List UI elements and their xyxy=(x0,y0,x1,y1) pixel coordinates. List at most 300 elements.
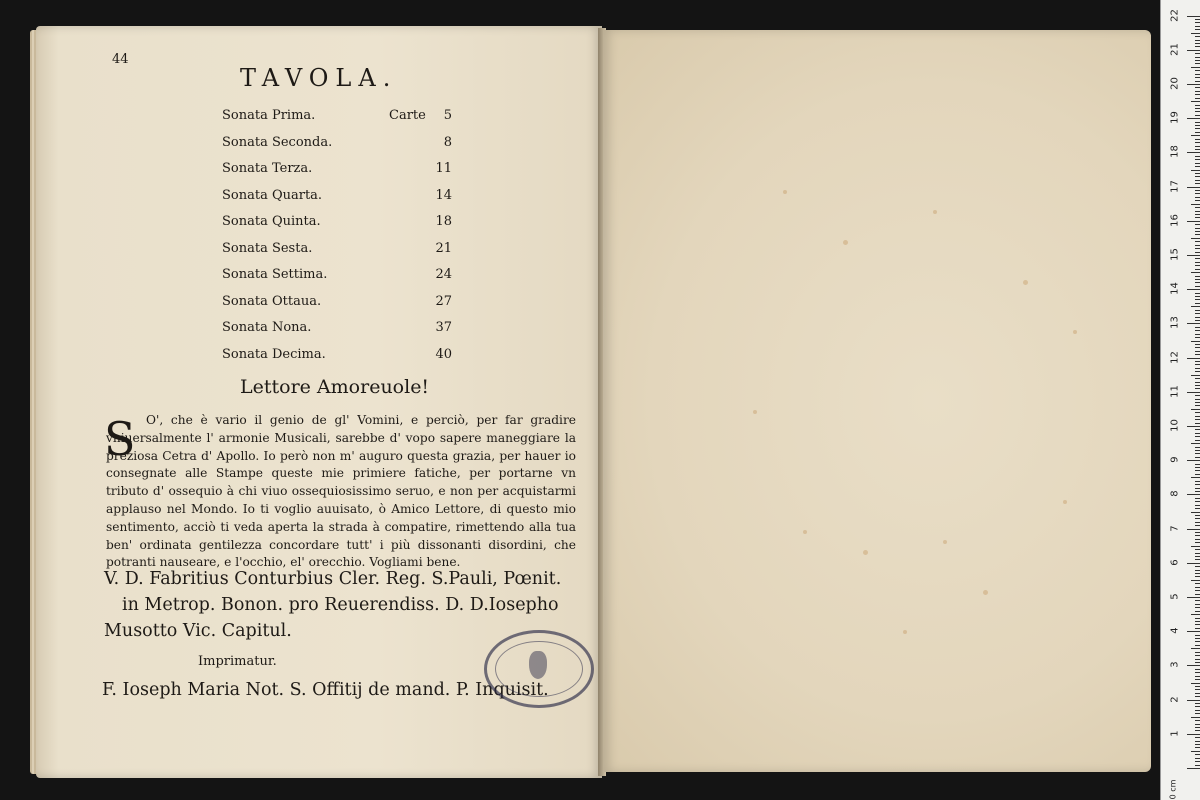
ruler-tick xyxy=(1195,26,1200,27)
ruler-tick xyxy=(1195,91,1200,92)
ruler-tick xyxy=(1195,354,1200,355)
ruler-tick xyxy=(1195,416,1200,417)
ruler-tick xyxy=(1195,180,1200,181)
ruler-tick xyxy=(1195,754,1200,755)
ruler-tick xyxy=(1195,481,1200,482)
toc-entry-page: 27 xyxy=(435,293,452,309)
ruler-unit: 0 cm xyxy=(1168,779,1178,800)
ruler-tick xyxy=(1195,607,1200,608)
ruler-tick xyxy=(1195,518,1200,519)
ruler-tick xyxy=(1191,717,1200,718)
foxing-spot xyxy=(843,240,848,245)
ruler-tick xyxy=(1195,566,1200,567)
ruler-tick xyxy=(1195,618,1200,619)
ruler-tick xyxy=(1191,477,1200,478)
ruler-tick xyxy=(1195,395,1200,396)
ruler-number: 7 xyxy=(1169,524,1181,532)
toc-row xyxy=(222,108,452,135)
ruler-tick xyxy=(1195,200,1200,201)
ruler-tick xyxy=(1187,665,1200,666)
ruler-tick xyxy=(1195,149,1200,150)
ruler-tick xyxy=(1187,631,1200,632)
ruler-tick xyxy=(1195,388,1200,389)
ruler-tick xyxy=(1195,22,1200,23)
ruler-tick xyxy=(1195,741,1200,742)
ruler-tick xyxy=(1195,433,1200,434)
toc-entry-name: Sonata Quarta. xyxy=(222,187,323,203)
ruler-tick xyxy=(1195,464,1200,465)
ruler-tick xyxy=(1195,228,1200,229)
ruler-tick xyxy=(1195,450,1200,451)
signature-line: F. Ioseph Maria Not. S. Offitij de mand. P. Inquisit. xyxy=(102,680,549,700)
toc-row xyxy=(222,320,452,347)
ruler-tick xyxy=(1195,628,1200,629)
ruler-tick xyxy=(1195,60,1200,61)
ruler-tick xyxy=(1195,190,1200,191)
ruler-tick xyxy=(1191,375,1200,376)
toc-row xyxy=(222,347,452,374)
ruler-tick xyxy=(1195,515,1200,516)
ruler-tick xyxy=(1195,330,1200,331)
ruler-tick xyxy=(1187,700,1200,701)
ruler-tick xyxy=(1195,29,1200,30)
ruler-tick xyxy=(1195,652,1200,653)
ruler-tick xyxy=(1195,81,1200,82)
ruler-tick xyxy=(1195,156,1200,157)
toc-entry-name: Sonata Sesta. xyxy=(222,240,313,256)
toc-entry-name: Sonata Terza. xyxy=(222,161,313,176)
toc-entry-page: 8 xyxy=(443,134,452,150)
ruler-tick xyxy=(1191,512,1200,513)
ruler-tick xyxy=(1187,187,1200,188)
foxing-spot xyxy=(903,630,907,634)
ruler-tick xyxy=(1195,94,1200,95)
ruler-tick xyxy=(1187,50,1200,51)
ruler-tick xyxy=(1195,525,1200,526)
ruler-tick xyxy=(1195,163,1200,164)
ruler-tick xyxy=(1191,751,1200,752)
toc-entry-name: Sonata Seconda. xyxy=(222,134,333,150)
ruler-tick xyxy=(1195,679,1200,680)
ruler-tick xyxy=(1195,183,1200,184)
ruler-tick xyxy=(1195,63,1200,64)
ruler-tick xyxy=(1195,662,1200,663)
ruler-tick xyxy=(1195,402,1200,403)
toc-entry-page: 5 xyxy=(443,108,452,123)
ruler-tick xyxy=(1195,686,1200,687)
ruler-tick xyxy=(1195,693,1200,694)
toc-entry-name: Sonata Decima. xyxy=(222,346,326,362)
ruler-tick xyxy=(1195,70,1200,71)
ruler-number: 17 xyxy=(1169,179,1181,193)
ruler-tick xyxy=(1195,594,1200,595)
ruler-tick xyxy=(1195,505,1200,506)
toc-entry-page: 24 xyxy=(435,267,452,282)
ruler-tick xyxy=(1195,412,1200,413)
ruler-tick xyxy=(1195,535,1200,536)
ruler-tick xyxy=(1187,460,1200,461)
ruler-tick xyxy=(1187,768,1200,769)
page-title: TAVOLA. xyxy=(240,64,398,92)
ruler-tick xyxy=(1195,635,1200,636)
ruler-tick xyxy=(1195,43,1200,44)
ruler-number: 18 xyxy=(1169,145,1181,159)
ruler-tick xyxy=(1187,426,1200,427)
ruler-tick xyxy=(1195,720,1200,721)
toc-row xyxy=(222,267,452,294)
ruler-tick xyxy=(1195,40,1200,41)
ruler-tick xyxy=(1195,419,1200,420)
foxing-spot xyxy=(1073,330,1077,334)
ruler-tick xyxy=(1195,706,1200,707)
toc-entry-page: 14 xyxy=(435,187,452,203)
ruler-number: 19 xyxy=(1169,111,1181,125)
ruler-tick xyxy=(1187,529,1200,530)
ruler-tick xyxy=(1195,576,1200,577)
ruler-tick xyxy=(1195,436,1200,437)
ruler-number: 21 xyxy=(1169,42,1181,56)
ruler-tick xyxy=(1195,498,1200,499)
imprimatur: Imprimatur. xyxy=(198,654,277,669)
ruler-tick xyxy=(1195,484,1200,485)
ruler-tick xyxy=(1195,641,1200,642)
ruler-tick xyxy=(1195,310,1200,311)
ruler-tick xyxy=(1195,405,1200,406)
ruler-tick xyxy=(1187,152,1200,153)
ruler-tick xyxy=(1195,245,1200,246)
ruler-number: 16 xyxy=(1169,213,1181,227)
ruler-tick xyxy=(1191,306,1200,307)
ruler-tick xyxy=(1195,447,1200,448)
ruler-tick xyxy=(1187,255,1200,256)
toc-row xyxy=(222,214,452,241)
ruler-tick xyxy=(1195,252,1200,253)
ruler-tick xyxy=(1195,53,1200,54)
ruler-tick xyxy=(1195,672,1200,673)
ruler-tick xyxy=(1191,614,1200,615)
ruler-tick xyxy=(1195,258,1200,259)
library-stamp xyxy=(484,630,594,708)
ruler-tick xyxy=(1195,600,1200,601)
foxing-spot xyxy=(783,190,787,194)
ruler-tick xyxy=(1195,645,1200,646)
ruler-tick xyxy=(1195,105,1200,106)
ruler-tick xyxy=(1195,747,1200,748)
ruler-tick xyxy=(1195,128,1200,129)
foxing-spot xyxy=(1063,500,1067,504)
ruler-tick xyxy=(1195,142,1200,143)
ruler-tick xyxy=(1191,683,1200,684)
ruler-tick xyxy=(1195,46,1200,47)
drop-cap: S xyxy=(104,412,136,466)
ruler-tick xyxy=(1195,758,1200,759)
ruler-tick xyxy=(1195,542,1200,543)
toc-entry-name: Sonata Settima. xyxy=(222,267,328,282)
ruler-tick xyxy=(1195,108,1200,109)
ruler-number: 22 xyxy=(1169,8,1181,22)
ruler-tick xyxy=(1195,737,1200,738)
license-block xyxy=(104,566,582,644)
ruler-tick xyxy=(1195,604,1200,605)
toc-row xyxy=(222,241,452,268)
ruler-tick xyxy=(1191,33,1200,34)
ruler-tick xyxy=(1195,590,1200,591)
ruler-tick xyxy=(1195,371,1200,372)
toc-entry-page: 21 xyxy=(435,240,452,256)
ruler-tick xyxy=(1191,135,1200,136)
toc-row xyxy=(222,161,452,188)
ruler-tick xyxy=(1195,262,1200,263)
ruler-tick xyxy=(1195,125,1200,126)
ruler-tick xyxy=(1191,101,1200,102)
ruler-tick xyxy=(1195,173,1200,174)
ruler-number: 12 xyxy=(1169,350,1181,364)
ruler-tick xyxy=(1195,573,1200,574)
ruler-tick xyxy=(1195,385,1200,386)
ruler-tick xyxy=(1187,734,1200,735)
ruler-number: 6 xyxy=(1169,559,1181,566)
ruler-number: 14 xyxy=(1169,282,1181,296)
table-of-contents xyxy=(222,108,452,373)
ruler-tick xyxy=(1195,457,1200,458)
ruler-tick xyxy=(1191,341,1200,342)
ruler-tick xyxy=(1195,269,1200,270)
toc-entry-name: Sonata Prima. xyxy=(222,108,316,123)
ruler-tick xyxy=(1195,214,1200,215)
ruler-tick xyxy=(1191,443,1200,444)
toc-entry-name: Sonata Nona. xyxy=(222,320,312,335)
ruler-tick xyxy=(1195,423,1200,424)
ruler-tick xyxy=(1191,648,1200,649)
ruler-tick xyxy=(1195,655,1200,656)
preface-heading: Lettore Amoreuole! xyxy=(240,376,430,398)
ruler-tick xyxy=(1195,132,1200,133)
ruler-tick xyxy=(1195,146,1200,147)
ruler-tick xyxy=(1195,317,1200,318)
ruler-tick xyxy=(1195,139,1200,140)
foxing-spot xyxy=(933,210,937,214)
ruler-tick xyxy=(1195,611,1200,612)
ruler-tick xyxy=(1195,570,1200,571)
ruler-number: 20 xyxy=(1169,77,1181,90)
ruler-tick xyxy=(1195,440,1200,441)
page-number: 44 xyxy=(112,52,129,67)
ruler-tick xyxy=(1187,221,1200,222)
ruler-tick xyxy=(1195,115,1200,116)
ruler-tick xyxy=(1195,122,1200,123)
carte-label: Carte xyxy=(389,108,426,123)
ruler-number: 4 xyxy=(1169,627,1181,634)
ruler-tick xyxy=(1195,364,1200,365)
ruler-tick xyxy=(1195,669,1200,670)
ruler-tick xyxy=(1195,282,1200,283)
ruler-tick xyxy=(1187,289,1200,290)
ruler-tick xyxy=(1195,689,1200,690)
ruler-tick xyxy=(1195,286,1200,287)
preface-body: O', che è vario il genio de gl' Vomini, e perciò, per far gradire vniuersalmente l' armonie Musicali, sarebbe d' vopo sapere maneggiare la preziosa Cetra d' Apollo. Io però non m' auguro questa grazia, per hauer io consegnate alle Stampe queste mie primiere fatiche, per portarne vn tributo d' ossequio à chi viuo ossequiosissimo seruo, e non per acquistarmi applauso nel Mondo. Io ti voglio auuisato, ò Amico Lettore, di questo mio sentimento, acciò ti veda aperta la strada à compatire, rimettendo alla tua ben' ordinata gentilezza concordare tutt' i più dissonanti disordini, che potranti nauseare, e l'occhio, el' orecchio. Vogliami bene. xyxy=(106,413,576,570)
ruler-tick xyxy=(1191,170,1200,171)
measuring-ruler xyxy=(1160,0,1200,800)
ruler-number: 5 xyxy=(1169,593,1181,600)
license-line: in Metrop. Bonon. pro Reuerendiss. D. D.Iosepho xyxy=(122,595,559,615)
ruler-tick xyxy=(1195,501,1200,502)
ruler-tick xyxy=(1195,621,1200,622)
ruler-number: 11 xyxy=(1169,384,1181,398)
ruler-number: 9 xyxy=(1169,456,1181,463)
ruler-tick xyxy=(1191,67,1200,68)
ruler-tick xyxy=(1195,539,1200,540)
toc-entry-page: 40 xyxy=(435,346,452,362)
ruler-tick xyxy=(1195,87,1200,88)
ruler-tick xyxy=(1191,238,1200,239)
ruler-number: 15 xyxy=(1169,248,1181,261)
ruler-tick xyxy=(1195,166,1200,167)
ruler-tick xyxy=(1191,272,1200,273)
ruler-number: 1 xyxy=(1169,730,1181,737)
ruler-tick xyxy=(1195,98,1200,99)
ruler-tick xyxy=(1195,334,1200,335)
ruler-tick xyxy=(1195,470,1200,471)
ruler-tick xyxy=(1195,361,1200,362)
ruler-tick xyxy=(1195,337,1200,338)
ruler-tick xyxy=(1195,744,1200,745)
ruler-tick xyxy=(1195,710,1200,711)
ruler-tick xyxy=(1195,224,1200,225)
ruler-tick xyxy=(1195,453,1200,454)
ruler-tick xyxy=(1195,522,1200,523)
ruler-tick xyxy=(1195,559,1200,560)
ruler-tick xyxy=(1195,207,1200,208)
ruler-tick xyxy=(1195,320,1200,321)
ruler-tick xyxy=(1195,351,1200,352)
license-line: Musotto Vic. Capitul. xyxy=(104,621,292,641)
toc-entry-page: 37 xyxy=(435,320,452,335)
ruler-tick xyxy=(1195,491,1200,492)
ruler-tick xyxy=(1195,556,1200,557)
ruler-tick xyxy=(1195,399,1200,400)
ruler-tick xyxy=(1195,234,1200,235)
ruler-tick xyxy=(1195,176,1200,177)
ruler-tick xyxy=(1195,347,1200,348)
ruler-tick xyxy=(1195,532,1200,533)
ruler-tick xyxy=(1195,553,1200,554)
toc-row xyxy=(222,188,452,215)
ruler-number: 13 xyxy=(1169,316,1181,330)
toc-entry-page: 18 xyxy=(435,214,452,229)
ruler-tick xyxy=(1195,727,1200,728)
ruler-tick xyxy=(1195,265,1200,266)
right-page-blank xyxy=(603,30,1151,772)
ruler-tick xyxy=(1195,587,1200,588)
toc-entry-name: Sonata Quinta. xyxy=(222,214,321,229)
ruler-tick xyxy=(1195,765,1200,766)
ruler-tick xyxy=(1195,279,1200,280)
ruler-tick xyxy=(1191,546,1200,547)
ruler-tick xyxy=(1195,57,1200,58)
toc-row xyxy=(222,135,452,162)
ruler-tick xyxy=(1195,638,1200,639)
ruler-tick xyxy=(1195,211,1200,212)
ruler-tick xyxy=(1195,378,1200,379)
ruler-tick xyxy=(1195,241,1200,242)
license-line: V. D. Fabritius Conturbius Cler. Reg. S.Pauli, Pœnit. xyxy=(104,569,562,589)
ruler-tick xyxy=(1187,323,1200,324)
ruler-tick xyxy=(1195,474,1200,475)
ruler-tick xyxy=(1191,204,1200,205)
ruler-tick xyxy=(1195,549,1200,550)
ruler-tick xyxy=(1195,248,1200,249)
ruler-tick xyxy=(1187,358,1200,359)
ruler-tick xyxy=(1195,583,1200,584)
ruler-tick xyxy=(1195,293,1200,294)
foxing-spot xyxy=(943,540,947,544)
toc-row xyxy=(222,294,452,321)
ruler-tick xyxy=(1195,313,1200,314)
ruler-number: 3 xyxy=(1169,661,1181,669)
ruler-tick xyxy=(1195,193,1200,194)
ruler-tick xyxy=(1195,231,1200,232)
ruler-tick xyxy=(1195,344,1200,345)
ruler-tick xyxy=(1195,19,1200,20)
ruler-tick xyxy=(1195,488,1200,489)
ruler-tick xyxy=(1195,111,1200,112)
ruler-number: 8 xyxy=(1169,490,1181,498)
ruler-tick xyxy=(1195,508,1200,509)
preface-text xyxy=(106,412,576,572)
foxing-spot xyxy=(803,530,807,534)
ruler-tick xyxy=(1191,409,1200,410)
ruler-tick xyxy=(1195,159,1200,160)
ruler-tick xyxy=(1195,299,1200,300)
ruler-tick xyxy=(1195,77,1200,78)
foxing-spot xyxy=(863,550,868,555)
ruler-tick xyxy=(1187,563,1200,564)
ruler-tick xyxy=(1187,84,1200,85)
ruler-tick xyxy=(1187,494,1200,495)
ruler-tick xyxy=(1195,327,1200,328)
ruler-tick xyxy=(1195,659,1200,660)
ruler-tick xyxy=(1195,467,1200,468)
foxing-spot xyxy=(1023,280,1028,285)
foxing-spot xyxy=(983,590,988,595)
ruler-tick xyxy=(1187,16,1200,17)
ruler-number: 2 xyxy=(1169,695,1181,703)
ruler-tick xyxy=(1195,74,1200,75)
ruler-tick xyxy=(1195,303,1200,304)
ruler-tick xyxy=(1187,597,1200,598)
ruler-number: 10 xyxy=(1169,419,1181,432)
ruler-tick xyxy=(1195,197,1200,198)
ruler-tick xyxy=(1195,676,1200,677)
ruler-tick xyxy=(1195,696,1200,697)
ruler-tick xyxy=(1195,276,1200,277)
ruler-tick xyxy=(1195,382,1200,383)
toc-entry-name: Sonata Ottaua. xyxy=(222,293,322,309)
ruler-tick xyxy=(1195,730,1200,731)
ruler-tick xyxy=(1195,624,1200,625)
toc-entry-page: 11 xyxy=(435,161,452,176)
ruler-tick xyxy=(1195,368,1200,369)
ruler-tick xyxy=(1195,703,1200,704)
stamp-emblem-icon xyxy=(529,651,547,679)
ruler-tick xyxy=(1195,296,1200,297)
ruler-tick xyxy=(1195,36,1200,37)
foxing-spot xyxy=(753,410,757,414)
ruler-tick xyxy=(1187,118,1200,119)
ruler-tick xyxy=(1187,392,1200,393)
ruler-tick xyxy=(1191,580,1200,581)
ruler-tick xyxy=(1195,217,1200,218)
